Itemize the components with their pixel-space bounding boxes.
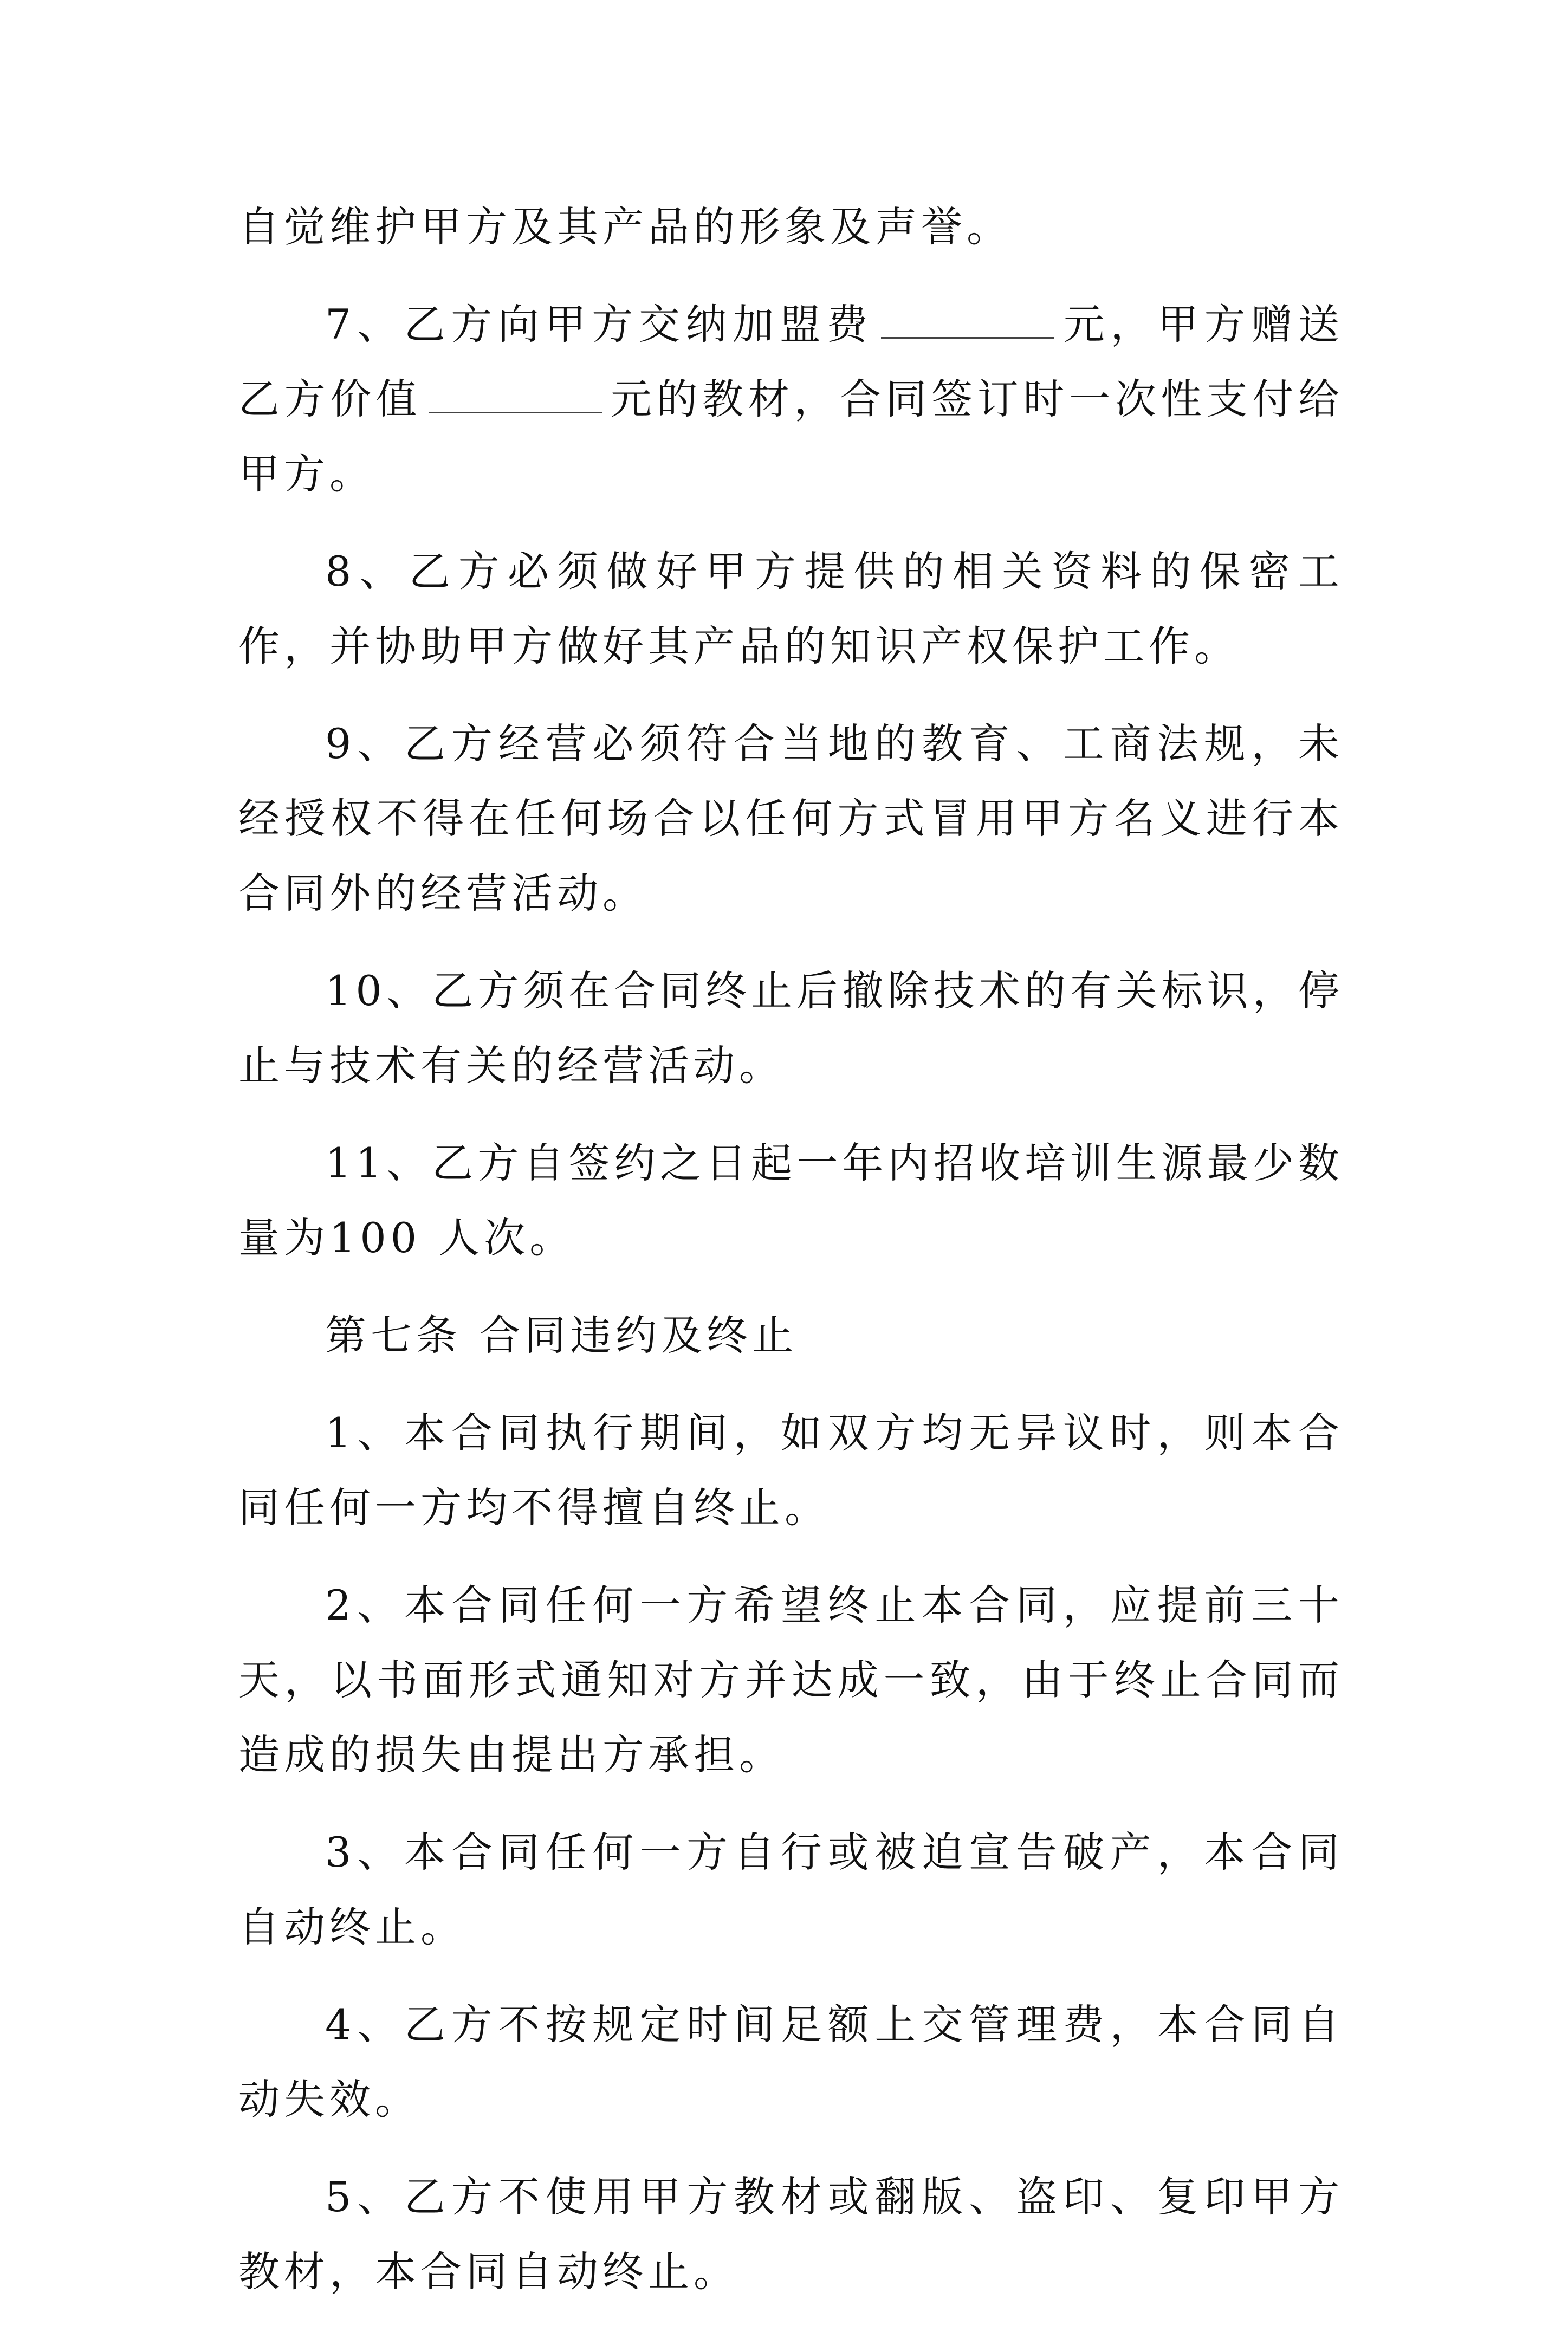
- paragraph-clause-11: 11、乙方自签约之日起一年内招收培训生源最少数量为100 人次。: [238, 1139, 1344, 1262]
- textbook-value-blank: [429, 374, 602, 413]
- paragraph-clause-8: 8、乙方必须做好甲方提供的相关资料的保密工作，并协助甲方做好其产品的知识产权保护工作。: [238, 547, 1344, 670]
- paragraph-clause-10: 10、乙方须在合同终止后撤除技术的有关标识，停止与技术有关的经营活动。: [238, 967, 1344, 1090]
- paragraph-termination-1: 1、本合同执行期间，如双方均无异议时，则本合同任何一方均不得擅自终止。: [238, 1409, 1344, 1532]
- clause-7-part-1: 7、乙方向甲方交纳加盟费: [325, 300, 874, 348]
- paragraph-continued: 自觉维护甲方及其产品的形象及声誉。: [238, 203, 1012, 251]
- clause-7-part-3: 元的教材，合同签订时一次性支付给甲方。: [238, 375, 1344, 498]
- paragraph-clause-9: 9、乙方经营必须符合当地的教育、工商法规，未经授权不得在任何场合以任何方式冒用甲方名义进行本合同外的经营活动。: [238, 720, 1344, 917]
- franchise-fee-blank: [881, 299, 1054, 339]
- paragraph-clause-7: [238, 287, 1344, 511]
- paragraph-termination-2: 2、本合同任何一方希望终止本合同，应提前三十天，以书面形式通知对方并达成一致，由于终止合同而造成的损失由提出方承担。: [238, 1581, 1344, 1779]
- paragraph-termination-5: 5、乙方不使用甲方教材或翻版、盗印、复印甲方教材，本合同自动终止。: [238, 2173, 1344, 2296]
- paragraph-termination-3: 3、本合同任何一方自行或被迫宣告破产，本合同自动终止。: [238, 1828, 1344, 1951]
- paragraph-termination-4: 4、乙方不按规定时间足额上交管理费，本合同自动失效。: [238, 2000, 1344, 2123]
- clause-7-part-2: 元，甲方赠送乙方价值: [238, 300, 1344, 423]
- document-body: [238, 190, 1344, 2332]
- section-heading-article-7: 第七条 合同违约及终止: [325, 1311, 798, 1359]
